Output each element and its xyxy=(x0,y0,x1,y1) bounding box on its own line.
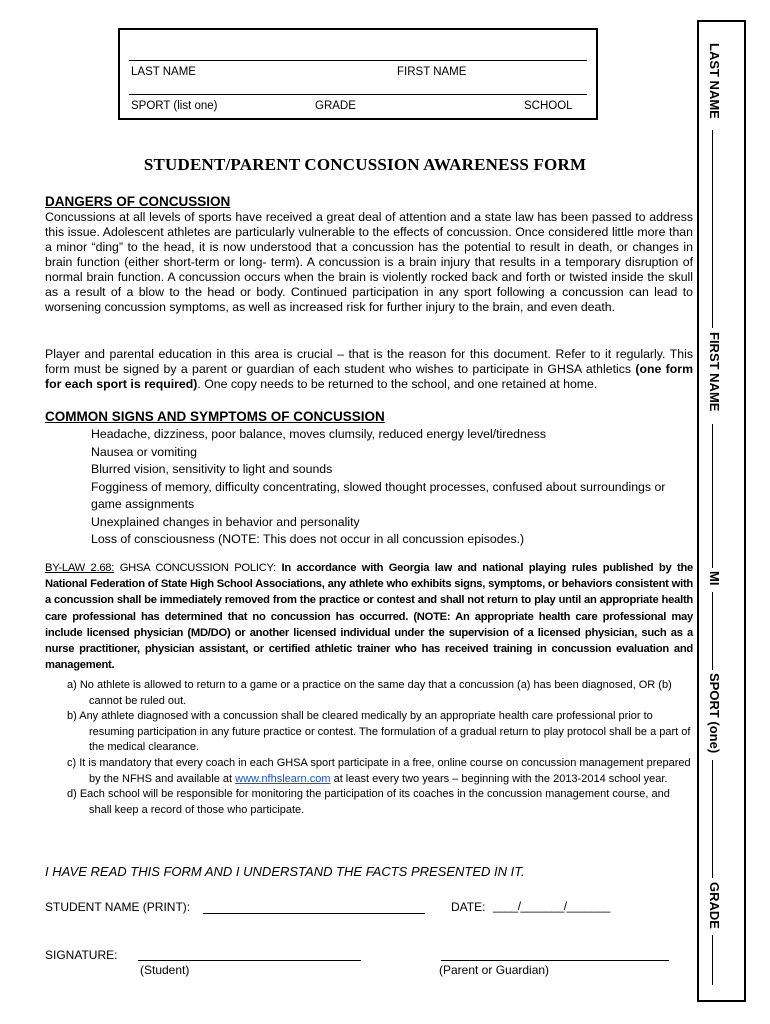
symptoms-list xyxy=(91,426,691,549)
last-name-label: LAST NAME xyxy=(131,66,196,78)
rule-c xyxy=(45,756,695,787)
bylaw-text: In accordance with Georgia law and national playing rules published by the National Federation of State High School Associations, any athlete who exhibits signs, symptoms, or behaviors consistent with a concussion shall be immediately removed from the practice or contest and shall not return to play until an appropriate health care professional has determined that no concussion has occurred. (NOTE: An appropriate health care professional may include licensed physician (MD/DO) or another licensed individual under the supervision of a licensed physician, such as a nurse practitioner, physician assistant, or certified athletic trainer who has received training in concussion evaluation and management. xyxy=(45,562,693,672)
sidebar-box xyxy=(697,20,746,1002)
student-signature-field[interactable] xyxy=(138,960,361,961)
parent-signature-field[interactable] xyxy=(441,960,669,961)
sport-line xyxy=(129,94,587,95)
date-field[interactable]: ____/_______/_______ xyxy=(493,899,610,913)
education-text-end: . One copy needs to be returned to the school, and one retained at home. xyxy=(197,377,598,391)
student-caption: (Student) xyxy=(140,963,190,977)
sidebar-sport: SPORT (one) xyxy=(707,673,722,754)
sidebar-sport-line[interactable] xyxy=(712,760,713,878)
symptom-item: Nausea or vomiting xyxy=(91,444,197,459)
symptoms-heading: COMMON SIGNS AND SYMPTOMS OF CONCUSSION xyxy=(45,409,385,424)
grade-label: GRADE xyxy=(315,100,356,112)
dangers-paragraph: Concussions at all levels of sports have received a great deal of attention and a state law has been passed to address this issue. Adolescent athletes are particularly vulnerable to the effects of concussion. Once considered little more than a minor “ding” to the head, it is now understood that a concussion has the potential to result in death, or changes in brain function (either short-term or long- term). A concussion is a brain injury that results in a temporary disruption of normal brain function. A concussion occurs when the brain is violently rocked back and forth or twisted inside the skull as a result of a blow to the head or body. Continued participation in any sport following a concussion can lead to worsening concussion symptoms, as well as increased risk for further injury to the brain, and even death. xyxy=(45,210,693,314)
first-name-label: FIRST NAME xyxy=(397,66,467,78)
symptom-item: Fogginess of memory, difficulty concentrating, slowed thought processes, confused about surroundings or game assignments xyxy=(91,479,666,511)
name-line xyxy=(129,60,587,61)
bylaw-policy-label: GHSA CONCUSSION POLICY: xyxy=(114,562,276,574)
student-info-box xyxy=(118,28,598,120)
sidebar-grade-line[interactable] xyxy=(712,935,713,985)
dangers-heading: DANGERS OF CONCUSSION xyxy=(45,194,231,209)
date-label: DATE: xyxy=(451,900,486,914)
bylaw-reference: BY-LAW 2.68: xyxy=(45,562,115,574)
symptom-item: Unexplained changes in behavior and personality xyxy=(91,514,360,529)
rule-a: a) No athlete is allowed to return to a game or a practice on the same day that a concussion (a) has been diagnosed, OR (b) cannot be ruled out. xyxy=(67,679,672,707)
sidebar-grade: GRADE xyxy=(707,882,722,929)
rule-c-text: c) It is mandatory that every coach in each GHSA sport participate in a free, online course on concussion management prepared by the NFHS and available at xyxy=(67,756,691,785)
symptom-item: Headache, dizziness, poor balance, moves clumsily, reduced energy level/tiredness xyxy=(91,427,546,441)
sport-label: SPORT (list one) xyxy=(131,100,218,112)
symptom-item: Blurred vision, sensitivity to light and sounds xyxy=(91,462,333,476)
rule-c-text-end: at least every two years – beginning with the 2013-2014 school year. xyxy=(330,772,668,785)
rule-d: d) Each school will be responsible for monitoring the participation of its coaches in the concussion management course, and shall keep a record of those who participate. xyxy=(67,788,670,816)
sidebar-first-name-line[interactable] xyxy=(712,424,713,568)
bylaw-paragraph xyxy=(45,560,693,673)
sidebar-last-name: LAST NAME xyxy=(707,43,722,119)
student-name-label: STUDENT NAME (PRINT): xyxy=(45,900,191,914)
education-emphasis: (one form for each sport is required) xyxy=(45,362,693,391)
signature-label: SIGNATURE: xyxy=(45,948,118,962)
student-name-field[interactable] xyxy=(203,913,425,914)
symptom-item: Loss of consciousness (NOTE: This does not occur in all concussion episodes.) xyxy=(91,532,525,546)
sidebar-mi: MI xyxy=(707,571,722,586)
school-label: SCHOOL xyxy=(524,100,573,112)
form-title: STUDENT/PARENT CONCUSSION AWARENESS FORM xyxy=(143,155,587,174)
acknowledgement-statement: I HAVE READ THIS FORM AND I UNDERSTAND THE FACTS PRESENTED IN IT. xyxy=(45,864,525,879)
sidebar-mi-line[interactable] xyxy=(712,592,713,670)
rule-b: b) Any athlete diagnosed with a concussion shall be cleared medically by an appropriate health care professional prior to resuming participation in any future practice or contest. The formulation of a gradual return to play protocol shall be a part of the medical clearance. xyxy=(67,710,691,754)
education-text: Player and parental education in this area is crucial – that is the reason for this document. Refer to it regularly. This form must be signed by a parent or guardian of each student who wishes to participate in GHSA athletics xyxy=(45,347,693,376)
parent-caption: (Parent or Guardian) xyxy=(439,963,550,977)
nfhs-link[interactable]: www.nfhslearn.com xyxy=(235,772,331,785)
sidebar-first-name: FIRST NAME xyxy=(707,332,722,412)
sidebar-last-name-line[interactable] xyxy=(712,130,713,328)
policy-rules xyxy=(45,678,695,818)
education-paragraph xyxy=(45,347,693,392)
